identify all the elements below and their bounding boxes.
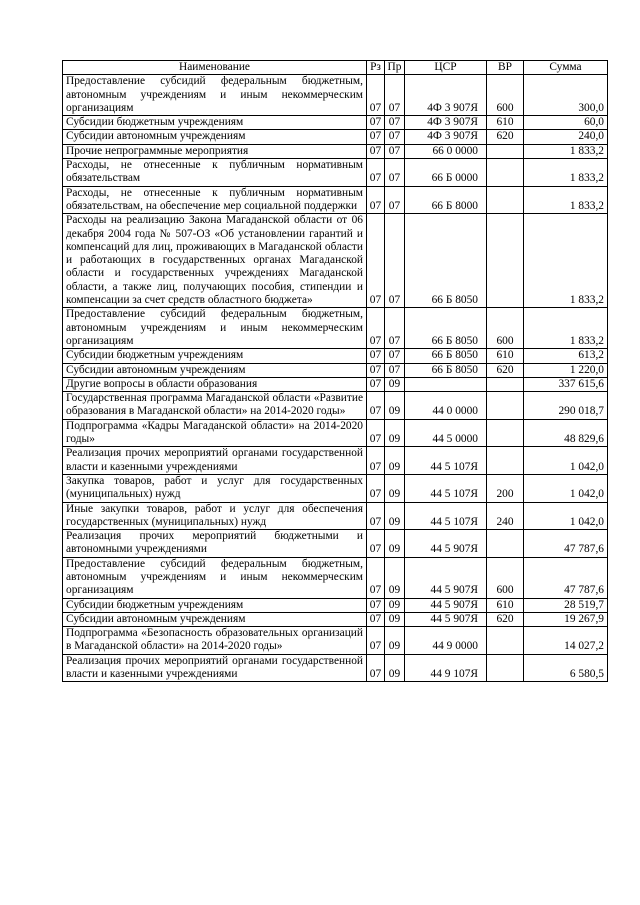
cell-vr: 240 (487, 502, 524, 530)
table-row (63, 419, 608, 447)
cell-csr: 44 5 907Я (405, 612, 487, 626)
cell-sum: 1 042,0 (524, 447, 608, 475)
cell-vr: 620 (487, 612, 524, 626)
cell-vr: 600 (487, 75, 524, 116)
cell-vr (487, 627, 524, 655)
cell-rz: 07 (367, 349, 385, 363)
cell-name: Предоставление субсидий федеральным бюджетным, автономным учреждениям и иным некоммерческим организациям (63, 308, 367, 349)
cell-sum: 1 833,2 (524, 159, 608, 187)
cell-rz: 07 (367, 502, 385, 530)
cell-sum: 300,0 (524, 75, 608, 116)
cell-rz: 07 (367, 308, 385, 349)
cell-name: Субсидии бюджетным учреждениям (63, 116, 367, 130)
table-row (63, 144, 608, 158)
cell-rz: 07 (367, 392, 385, 420)
cell-name: Расходы на реализацию Закона Магаданской области от 06 декабря 2004 года № 507-ОЗ «Об установлении гарантий и компенсаций для лиц, проживающих в Магаданской области и работающих в государственных органах Магаданской области и государственных учреждениях Магаданской области, а также лиц, получающих пособия, стипендии и компенсации за счет средств областного бюджета» (63, 214, 367, 308)
cell-name: Подпрограмма «Кадры Магаданской области» на 2014-2020 годы» (63, 419, 367, 447)
cell-vr (487, 447, 524, 475)
table-row (63, 654, 608, 682)
cell-pr: 09 (385, 502, 405, 530)
cell-vr: 610 (487, 598, 524, 612)
table-row (63, 392, 608, 420)
cell-vr (487, 530, 524, 558)
cell-rz: 07 (367, 363, 385, 377)
cell-rz: 07 (367, 557, 385, 598)
cell-pr: 07 (385, 159, 405, 187)
cell-rz: 07 (367, 654, 385, 682)
cell-sum: 47 787,6 (524, 557, 608, 598)
cell-pr: 07 (385, 308, 405, 349)
cell-pr: 09 (385, 530, 405, 558)
cell-sum: 28 519,7 (524, 598, 608, 612)
cell-name: Субсидии автономным учреждениям (63, 612, 367, 626)
cell-sum: 240,0 (524, 130, 608, 144)
cell-vr: 200 (487, 474, 524, 502)
cell-pr: 07 (385, 144, 405, 158)
cell-rz: 07 (367, 612, 385, 626)
table-row (63, 612, 608, 626)
cell-name: Другие вопросы в области образования (63, 377, 367, 391)
cell-name: Иные закупки товаров, работ и услуг для обеспечения государственных (муниципальных) нужд (63, 502, 367, 530)
table-row (63, 557, 608, 598)
cell-sum: 337 615,6 (524, 377, 608, 391)
cell-sum: 1 042,0 (524, 474, 608, 502)
header-csr: ЦСР (405, 61, 487, 75)
cell-csr: 4Ф 3 907Я (405, 130, 487, 144)
cell-vr (487, 214, 524, 308)
cell-name: Подпрограмма «Безопасность образовательных организаций в Магаданской области» на 2014-2020 годы» (63, 627, 367, 655)
cell-pr: 09 (385, 612, 405, 626)
table-row (63, 349, 608, 363)
cell-csr: 66 0 0000 (405, 144, 487, 158)
table-row (63, 447, 608, 475)
cell-vr (487, 144, 524, 158)
table-row (63, 502, 608, 530)
cell-csr: 44 5 907Я (405, 530, 487, 558)
cell-rz: 07 (367, 419, 385, 447)
cell-csr: 44 5 907Я (405, 598, 487, 612)
cell-name: Реализация прочих мероприятий органами государственной власти и казенными учреждениями (63, 654, 367, 682)
cell-sum: 1 833,2 (524, 144, 608, 158)
cell-pr: 07 (385, 130, 405, 144)
cell-vr (487, 377, 524, 391)
cell-pr: 07 (385, 116, 405, 130)
header-vr: ВР (487, 61, 524, 75)
cell-sum: 60,0 (524, 116, 608, 130)
cell-rz: 07 (367, 447, 385, 475)
cell-vr: 620 (487, 130, 524, 144)
cell-name: Расходы, не отнесенные к публичным нормативным обязательствам, на обеспечение мер социальной поддержки (63, 186, 367, 214)
cell-csr: 44 5 107Я (405, 502, 487, 530)
cell-rz: 07 (367, 377, 385, 391)
cell-name: Субсидии автономным учреждениям (63, 363, 367, 377)
cell-rz: 07 (367, 116, 385, 130)
table-row (63, 308, 608, 349)
cell-csr: 66 Б 8050 (405, 214, 487, 308)
cell-sum: 1 042,0 (524, 502, 608, 530)
table-body (63, 75, 608, 682)
cell-pr: 09 (385, 377, 405, 391)
cell-name: Закупка товаров, работ и услуг для государственных (муниципальных) нужд (63, 474, 367, 502)
cell-name: Государственная программа Магаданской области «Развитие образования в Магаданской области» на 2014-2020 годы» (63, 392, 367, 420)
cell-rz: 07 (367, 159, 385, 187)
table-row (63, 598, 608, 612)
cell-csr: 44 5 0000 (405, 419, 487, 447)
cell-csr: 44 9 0000 (405, 627, 487, 655)
cell-name: Прочие непрограммные мероприятия (63, 144, 367, 158)
cell-sum: 47 787,6 (524, 530, 608, 558)
header-rz: Рз (367, 61, 385, 75)
cell-pr: 07 (385, 349, 405, 363)
table-row (63, 214, 608, 308)
cell-sum: 14 027,2 (524, 627, 608, 655)
cell-pr: 09 (385, 598, 405, 612)
cell-vr (487, 159, 524, 187)
cell-csr: 66 Б 8000 (405, 186, 487, 214)
cell-csr: 66 Б 8050 (405, 349, 487, 363)
cell-csr: 4Ф 3 907Я (405, 75, 487, 116)
cell-sum: 48 829,6 (524, 419, 608, 447)
table-row (63, 377, 608, 391)
cell-pr: 07 (385, 214, 405, 308)
table-row (63, 116, 608, 130)
cell-rz: 07 (367, 627, 385, 655)
cell-csr (405, 377, 487, 391)
cell-sum: 290 018,7 (524, 392, 608, 420)
cell-csr: 4Ф 3 907Я (405, 116, 487, 130)
cell-name: Субсидии бюджетным учреждениям (63, 598, 367, 612)
cell-sum: 1 833,2 (524, 308, 608, 349)
cell-sum: 1 220,0 (524, 363, 608, 377)
cell-csr: 66 Б 8050 (405, 363, 487, 377)
cell-pr: 09 (385, 654, 405, 682)
cell-sum: 1 833,2 (524, 214, 608, 308)
cell-pr: 09 (385, 627, 405, 655)
cell-pr: 09 (385, 447, 405, 475)
cell-csr: 66 Б 8050 (405, 308, 487, 349)
header-pr: Пр (385, 61, 405, 75)
cell-rz: 07 (367, 186, 385, 214)
cell-rz: 07 (367, 598, 385, 612)
cell-rz: 07 (367, 530, 385, 558)
cell-sum: 1 833,2 (524, 186, 608, 214)
cell-vr (487, 186, 524, 214)
header-name: Наименование (63, 61, 367, 75)
cell-csr: 44 5 907Я (405, 557, 487, 598)
table-row (63, 159, 608, 187)
cell-name: Расходы, не отнесенные к публичным нормативным обязательствам (63, 159, 367, 187)
table-row (63, 130, 608, 144)
cell-vr (487, 392, 524, 420)
cell-name: Реализация прочих мероприятий бюджетными и автономными учреждениями (63, 530, 367, 558)
cell-vr: 600 (487, 308, 524, 349)
cell-vr: 600 (487, 557, 524, 598)
table-row (63, 627, 608, 655)
cell-rz: 07 (367, 130, 385, 144)
cell-name: Субсидии автономным учреждениям (63, 130, 367, 144)
cell-pr: 09 (385, 557, 405, 598)
header-sum: Сумма (524, 61, 608, 75)
cell-pr: 07 (385, 186, 405, 214)
table-header-row (63, 61, 608, 75)
cell-csr: 44 9 107Я (405, 654, 487, 682)
cell-csr: 66 Б 0000 (405, 159, 487, 187)
cell-vr (487, 419, 524, 447)
cell-sum: 6 580,5 (524, 654, 608, 682)
cell-vr: 620 (487, 363, 524, 377)
cell-pr: 07 (385, 75, 405, 116)
cell-rz: 07 (367, 144, 385, 158)
cell-csr: 44 0 0000 (405, 392, 487, 420)
cell-pr: 09 (385, 419, 405, 447)
cell-vr: 610 (487, 349, 524, 363)
cell-csr: 44 5 107Я (405, 474, 487, 502)
table-row (63, 75, 608, 116)
cell-rz: 07 (367, 75, 385, 116)
cell-sum: 19 267,9 (524, 612, 608, 626)
cell-rz: 07 (367, 214, 385, 308)
cell-name: Субсидии бюджетным учреждениям (63, 349, 367, 363)
cell-name: Предоставление субсидий федеральным бюджетным, автономным учреждениям и иным некоммерческим организациям (63, 75, 367, 116)
cell-name: Предоставление субсидий федеральным бюджетным, автономным учреждениям и иным некоммерческим организациям (63, 557, 367, 598)
cell-pr: 09 (385, 392, 405, 420)
cell-vr: 610 (487, 116, 524, 130)
cell-pr: 09 (385, 474, 405, 502)
cell-csr: 44 5 107Я (405, 447, 487, 475)
budget-table (62, 60, 608, 682)
table-row (63, 474, 608, 502)
cell-pr: 07 (385, 363, 405, 377)
table-row (63, 186, 608, 214)
table-row (63, 363, 608, 377)
cell-rz: 07 (367, 474, 385, 502)
cell-sum: 613,2 (524, 349, 608, 363)
cell-vr (487, 654, 524, 682)
table-row (63, 530, 608, 558)
cell-name: Реализация прочих мероприятий органами государственной власти и казенными учреждениями (63, 447, 367, 475)
